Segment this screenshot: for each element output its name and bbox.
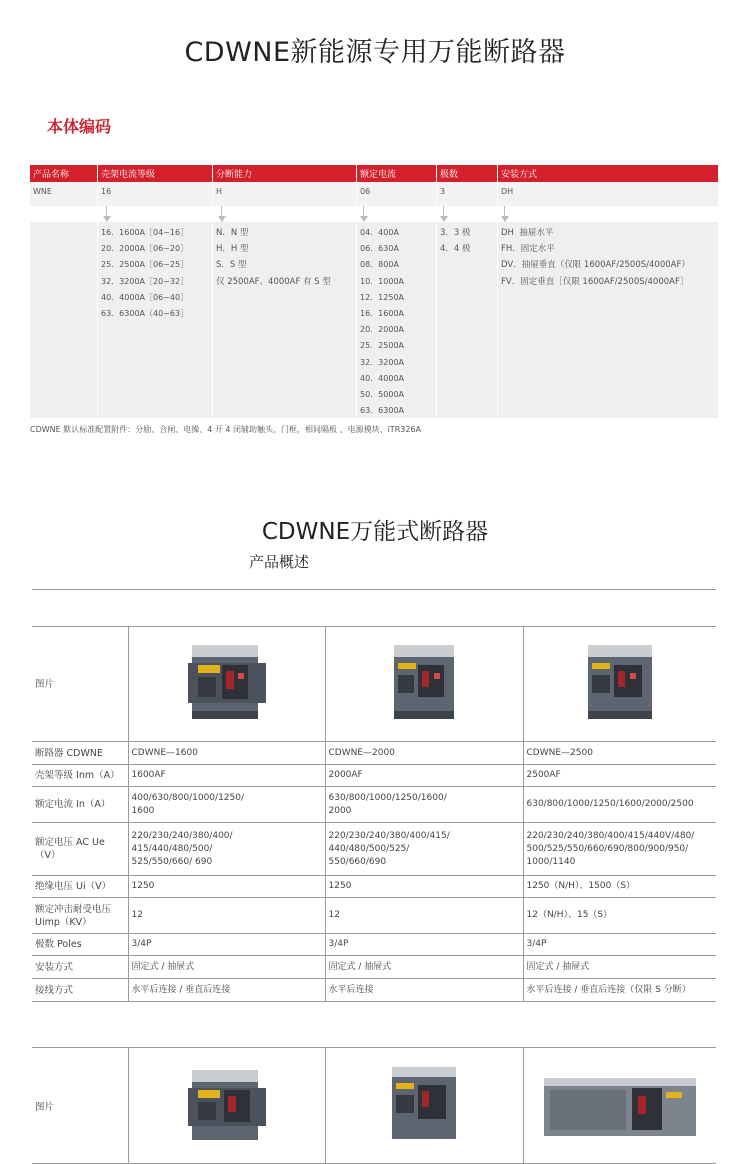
arrow-down-icon bbox=[440, 206, 448, 222]
default-config-note: CDWNE 默认标准配置附件：分励、合闸、电操、4 开 4 闭辅助触头，门框，相间隔板 、电源模块、iTR326A bbox=[30, 425, 421, 434]
table-cell: 630/800/1000/1250/1600/ 2000 bbox=[325, 787, 523, 823]
row-label: 极数 Poles bbox=[32, 934, 128, 956]
code-header-current: 额定电流 bbox=[360, 170, 397, 180]
breaker-product-image bbox=[388, 643, 460, 725]
breaker-product-image bbox=[384, 1065, 464, 1147]
product-image-cell bbox=[128, 627, 325, 742]
table-cell: 1250 bbox=[128, 876, 325, 898]
divider bbox=[97, 165, 98, 418]
row-label: 断路器 CDWNE bbox=[32, 742, 128, 765]
table-row bbox=[32, 979, 716, 1002]
product-image-cell bbox=[325, 627, 523, 742]
poles-list: 3．3 极 4．4 极 bbox=[440, 228, 471, 255]
table-cell: 12 bbox=[128, 898, 325, 934]
arrow-down-icon bbox=[218, 206, 226, 222]
table-row bbox=[32, 898, 716, 934]
code-table bbox=[30, 165, 718, 418]
product-image-cell bbox=[128, 1048, 325, 1164]
row-label: 额定冲击耐受电压 Uimp（KV） bbox=[32, 898, 128, 934]
spec-table-2 bbox=[32, 1047, 716, 1164]
row-label: 接线方式 bbox=[32, 979, 128, 1002]
code-header-frame: 壳架电流等级 bbox=[101, 170, 156, 180]
table-row bbox=[32, 627, 716, 742]
frame-grade-list: 16．1600A［04~16］ 20．2000A［06~20］ 25．2500A［06~25］ 32．3200A［20~32］ 40．4000A［06~40］ 63．6300A（40~63］ bbox=[101, 228, 189, 319]
divider bbox=[32, 589, 716, 590]
code-value-breaking: H bbox=[216, 187, 223, 196]
mounting-list: DH 抽屉水平 FH．固定水平 DV．抽屉垂直（仅限 1600AF/2500S/4000AF） FV．固定垂直［仅限 1600AF/2500S/4000AF］ bbox=[501, 228, 690, 287]
table-cell: 水平后连接 bbox=[325, 979, 523, 1002]
section-title: CDWNE万能式断路器 bbox=[261, 519, 489, 545]
section-subtitle-overview: 产品概述 bbox=[249, 553, 310, 571]
table-row bbox=[32, 956, 716, 979]
table-cell: 2500AF bbox=[523, 765, 716, 787]
section-subtitle: 本体编码 bbox=[47, 117, 112, 136]
table-row bbox=[32, 934, 716, 956]
table-cell: 220/230/240/380/400/415/440V/480/ 500/525/550/660/690/800/900/950/ 1000/1140 bbox=[523, 823, 716, 876]
table-row bbox=[32, 765, 716, 787]
table-cell: 2000AF bbox=[325, 765, 523, 787]
table-cell: CDWNE—1600 bbox=[128, 742, 325, 765]
divider bbox=[436, 165, 437, 418]
breaking-capacity-list: N．N 型 H．H 型 S．S 型 仅 2500AF、4000AF 有 S 型 bbox=[216, 228, 331, 287]
table-cell: 220/230/240/380/400/415/ 440/480/500/525/ 550/660/690 bbox=[325, 823, 523, 876]
code-header-poles: 极数 bbox=[440, 170, 459, 180]
table-cell: 3/4P bbox=[128, 934, 325, 956]
code-value-mount: DH bbox=[501, 187, 514, 196]
image-label: 图片 bbox=[32, 1048, 128, 1164]
row-label: 壳架等级 Inm（A） bbox=[32, 765, 128, 787]
table-cell: 220/230/240/380/400/ 415/440/480/500/ 525/550/660/ 690 bbox=[128, 823, 325, 876]
code-value-current: 06 bbox=[360, 187, 371, 196]
table-cell: 3/4P bbox=[325, 934, 523, 956]
code-table-value-bar bbox=[30, 182, 718, 206]
code-header-product: 产品名称 bbox=[33, 170, 70, 180]
row-label: 额定电流 In（A） bbox=[32, 787, 128, 823]
table-cell: CDWNE—2500 bbox=[523, 742, 716, 765]
code-value-product: WNE bbox=[33, 187, 52, 196]
table-cell: 1600AF bbox=[128, 765, 325, 787]
product-image-cell bbox=[523, 627, 716, 742]
code-value-frame: 16 bbox=[101, 187, 112, 196]
divider bbox=[212, 165, 213, 418]
table-cell: 12（N/H）、15（S） bbox=[523, 898, 716, 934]
table-cell: 630/800/1000/1250/1600/2000/2500 bbox=[523, 787, 716, 823]
code-value-poles: 3 bbox=[440, 187, 446, 196]
table-row bbox=[32, 823, 716, 876]
table-cell: 水平后连接 / 垂直后连接（仅限 S 分断） bbox=[523, 979, 716, 1002]
arrow-down-icon bbox=[501, 206, 509, 222]
table-cell: 固定式 / 抽屉式 bbox=[325, 956, 523, 979]
table-cell: 12 bbox=[325, 898, 523, 934]
table-row bbox=[32, 742, 716, 765]
table-cell: 固定式 / 抽屉式 bbox=[523, 956, 716, 979]
row-label: 安装方式 bbox=[32, 956, 128, 979]
rated-current-list: 04．400A 06．630A 08．800A 10．1000A 12．1250A 16．1600A 20．2000A 25．2500A 32．3200A 40．4000A 50．5000A 63．6300A bbox=[360, 228, 405, 416]
table-cell: 1250 bbox=[325, 876, 523, 898]
table-cell: 水平后连接 / 垂直后连接 bbox=[128, 979, 325, 1002]
breaker-product-image bbox=[184, 1066, 270, 1146]
page-title: CDWNE新能源专用万能断路器 bbox=[184, 37, 566, 68]
divider bbox=[356, 165, 357, 418]
row-label: 绝缘电压 Ui（V） bbox=[32, 876, 128, 898]
table-row bbox=[32, 787, 716, 823]
product-image-cell bbox=[523, 1048, 716, 1164]
arrow-down-icon bbox=[103, 206, 111, 222]
divider bbox=[497, 165, 498, 418]
breaker-product-image bbox=[184, 641, 270, 727]
table-cell: 1250（N/H）、1500（S） bbox=[523, 876, 716, 898]
row-label: 额定电压 AC Ue （V） bbox=[32, 823, 128, 876]
table-row bbox=[32, 1048, 716, 1164]
table-cell: 400/630/800/1000/1250/ 1600 bbox=[128, 787, 325, 823]
table-cell: 固定式 / 抽屉式 bbox=[128, 956, 325, 979]
code-header-mount: 安装方式 bbox=[501, 170, 538, 180]
product-image-cell bbox=[325, 1048, 523, 1164]
breaker-product-image bbox=[540, 1070, 700, 1142]
code-header-breaking: 分断能力 bbox=[216, 170, 253, 180]
breaker-product-image bbox=[582, 643, 658, 725]
table-cell: CDWNE—2000 bbox=[325, 742, 523, 765]
image-label: 图片 bbox=[32, 627, 128, 742]
table-cell: 3/4P bbox=[523, 934, 716, 956]
table-row bbox=[32, 876, 716, 898]
spec-table bbox=[32, 626, 716, 1002]
arrow-down-icon bbox=[360, 206, 368, 222]
